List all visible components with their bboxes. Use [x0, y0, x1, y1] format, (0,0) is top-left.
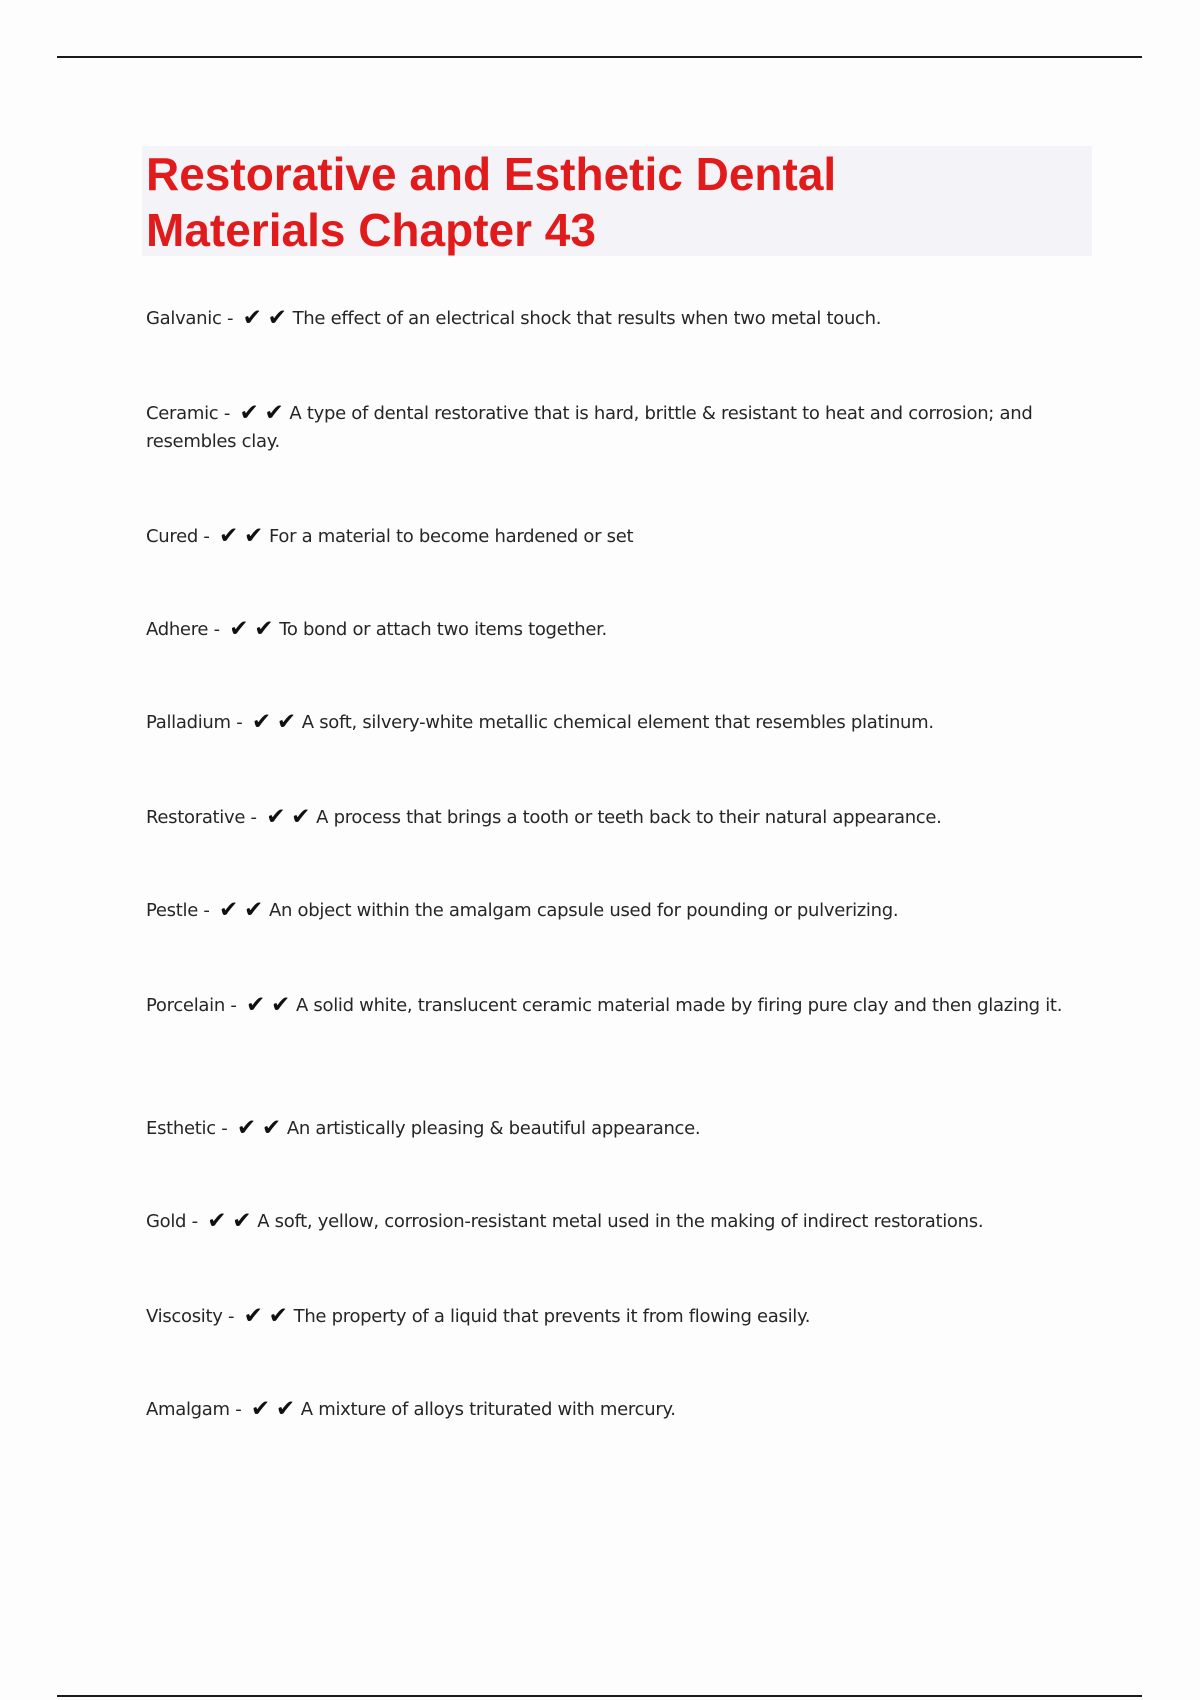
term-entry-amalgam — [146, 1395, 1076, 1424]
check-icon: ✔ — [232, 1208, 252, 1234]
term-definition: The effect of an electrical shock that results when two metal touch. — [292, 308, 882, 329]
bottom-divider — [57, 1695, 1142, 1697]
term-entry-gold — [146, 1207, 1076, 1236]
term-entry-galvanic — [146, 304, 1076, 333]
term-definition: To bond or attach two items together. — [279, 619, 607, 640]
term-definition: An object within the amalgam capsule used for pounding or pulverizing. — [269, 900, 899, 921]
term-definition: An artistically pleasing & beautiful appearance. — [286, 1118, 701, 1139]
term-separator: - — [186, 1211, 204, 1232]
term-entry-viscosity — [146, 1302, 1076, 1331]
term-separator: - — [197, 526, 216, 547]
term-label: Restorative — [146, 807, 246, 828]
term-label: Cured — [146, 526, 198, 547]
check-icon: ✔ — [264, 400, 284, 426]
check-icon: ✔ — [266, 804, 286, 830]
check-icon: ✔ — [236, 1115, 256, 1141]
check-icon: ✔ — [244, 897, 264, 923]
term-definition: The property of a liquid that prevents it from flowing easily. — [293, 1306, 811, 1327]
term-label: Palladium — [146, 712, 231, 733]
check-icon: ✔ — [207, 1208, 227, 1234]
term-separator: - — [215, 1118, 233, 1139]
term-definition: A soft, yellow, corrosion-resistant metal used in the making of indirect restorations. — [257, 1211, 984, 1232]
term-entry-pestle — [146, 896, 1076, 925]
term-label: Gold — [146, 1211, 187, 1232]
term-separator: - — [208, 619, 226, 640]
term-label: Viscosity — [146, 1306, 223, 1327]
term-definition: For a material to become hardened or set — [269, 526, 634, 547]
check-icon: ✔ — [219, 523, 239, 549]
term-label: Porcelain — [146, 995, 225, 1016]
term-separator: - — [218, 403, 236, 424]
term-entry-cured — [146, 522, 1076, 551]
check-icon: ✔ — [243, 1303, 263, 1329]
check-icon: ✔ — [276, 709, 296, 735]
check-icon: ✔ — [250, 1396, 270, 1422]
term-separator: - — [198, 900, 216, 921]
term-label: Amalgam — [146, 1399, 230, 1420]
check-icon: ✔ — [239, 400, 259, 426]
check-icon: ✔ — [261, 1115, 281, 1141]
term-separator: - — [224, 995, 242, 1016]
page-title: Restorative and Esthetic Dental Materials Chapter 43 — [146, 148, 837, 256]
term-entry-ceramic — [146, 399, 1076, 456]
check-icon: ✔ — [246, 992, 265, 1018]
term-label: Pestle — [146, 900, 198, 921]
check-icon: ✔ — [254, 616, 274, 642]
term-entry-porcelain — [146, 991, 1076, 1020]
term-separator: - — [222, 1306, 240, 1327]
term-separator: - — [230, 712, 248, 733]
check-icon: ✔ — [275, 1396, 295, 1422]
term-definition: A process that brings a tooth or teeth back to their natural appearance. — [316, 807, 942, 828]
top-divider — [57, 56, 1142, 58]
term-definition: A mixture of alloys triturated with mercury. — [300, 1399, 676, 1420]
term-definition: A solid white, translucent ceramic material made by firing pure clay and then glazing it. — [295, 995, 1063, 1016]
term-entry-esthetic — [146, 1114, 1076, 1143]
term-definition: A soft, silvery-white metallic chemical element that resembles platinum. — [301, 712, 934, 733]
check-icon: ✔ — [291, 804, 311, 830]
term-separator: - — [245, 807, 263, 828]
term-separator: - — [221, 308, 239, 329]
check-icon: ✔ — [244, 523, 263, 549]
term-label: Ceramic — [146, 403, 219, 424]
term-label: Galvanic — [146, 308, 222, 329]
term-separator: - — [229, 1399, 247, 1420]
term-entry-adhere — [146, 615, 1076, 644]
check-icon: ✔ — [270, 992, 290, 1018]
check-icon: ✔ — [268, 1303, 288, 1329]
check-icon: ✔ — [267, 305, 287, 331]
term-label: Adhere — [146, 619, 209, 640]
term-label: Esthetic — [146, 1118, 216, 1139]
check-icon: ✔ — [242, 305, 262, 331]
check-icon: ✔ — [229, 616, 249, 642]
term-entry-restorative — [146, 803, 1076, 832]
term-definition: A type of dental restorative that is hard, brittle & resistant to heat and corrosion; and resembles clay. — [146, 403, 1033, 452]
check-icon: ✔ — [219, 897, 239, 923]
term-entry-palladium — [146, 708, 1076, 737]
check-icon: ✔ — [251, 709, 271, 735]
